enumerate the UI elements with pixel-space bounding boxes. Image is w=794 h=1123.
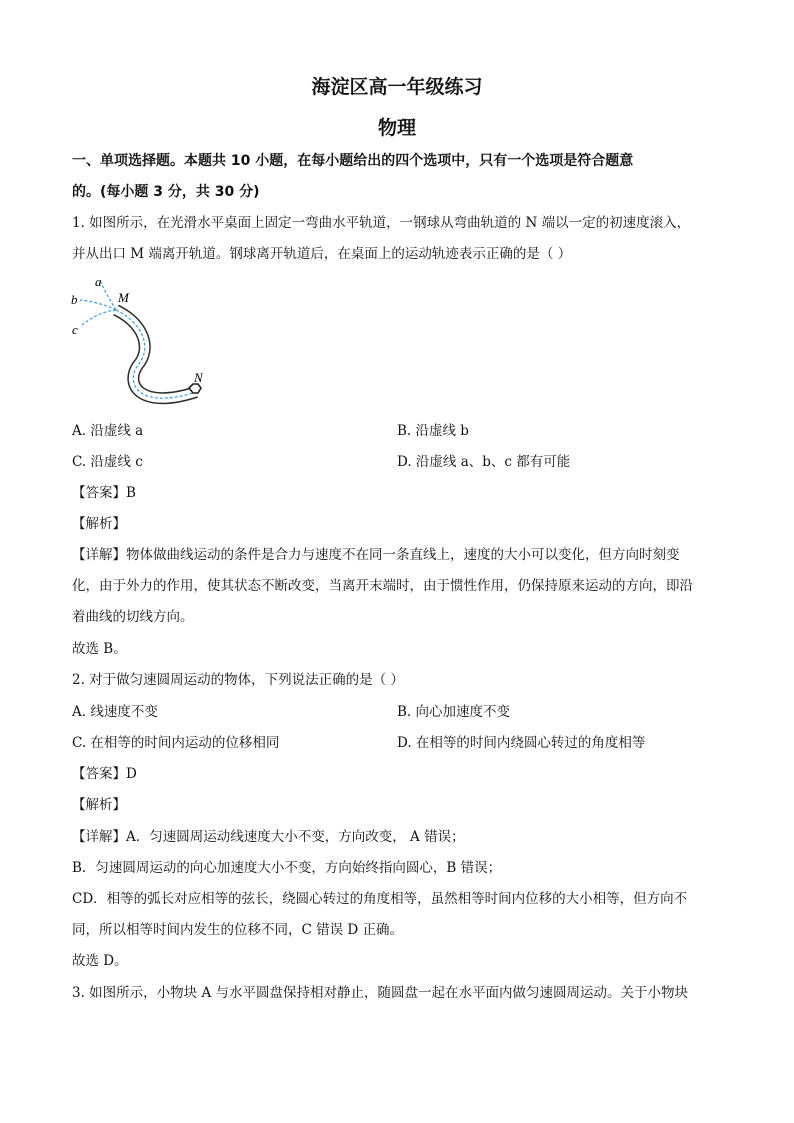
dashed-line-a bbox=[100, 280, 116, 310]
q3-stem-line1: 3. 如图所示，小物块 A 与水平圆盘保持相对静止，随圆盘一起在水平面内做匀速圆周运动。关于小物块 bbox=[72, 985, 689, 1001]
q1-conclusion: 故选 B。 bbox=[72, 641, 127, 657]
q2-detail-line3: CD．相等的弧长对应相等的弦长，绕圆心转过的角度相等，虽然相等时间内位移的大小相等，但方向不 bbox=[72, 891, 688, 907]
q1-track-figure bbox=[66, 270, 216, 416]
subject-title: 物理 bbox=[377, 117, 416, 139]
q2-option-d: D. 在相等的时间内绕圆心转过的角度相等 bbox=[397, 735, 646, 751]
q1-stem-line1: 1. 如图所示，在光滑水平桌面上固定一弯曲水平轨道，一钢球从弯曲轨道的 N 端以一定的初速度滚入， bbox=[72, 215, 691, 231]
curved-track bbox=[116, 310, 196, 398]
label-c: c bbox=[72, 322, 78, 337]
q1-answer: 【答案】B bbox=[72, 485, 136, 501]
q1-detail-line2: 化，由于外力的作用，使其状态不断改变，当离开末端时，由于惯性作用，仍保持原来运动的方向，即沿 bbox=[72, 578, 693, 594]
q2-option-c: C. 在相等的时间内运动的位移相同 bbox=[72, 735, 280, 751]
label-a: a bbox=[95, 274, 102, 289]
dashed-line-c bbox=[82, 310, 116, 325]
section-heading-line2: 的。(每小题 3 分，共 30 分) bbox=[72, 184, 260, 200]
q2-option-b: B. 向心加速度不变 bbox=[397, 704, 511, 720]
q2-detail-line2: B．匀速圆周运动的向心加速度大小不变，方向始终指向圆心，B 错误； bbox=[72, 860, 502, 876]
q2-stem: 2. 对于做匀速圆周运动的物体，下列说法正确的是（ ） bbox=[72, 672, 404, 688]
q1-analysis-label: 【解析】 bbox=[72, 516, 126, 532]
q2-answer: 【答案】D bbox=[72, 766, 137, 782]
q1-stem-line2: 并从出口 M 端离开轨道。钢球离开轨道后，在桌面上的运动轨迹表示正确的是（ ） bbox=[72, 246, 572, 262]
q2-conclusion: 故选 D。 bbox=[72, 953, 128, 969]
q1-option-a: A. 沿虚线 a bbox=[72, 423, 144, 439]
page-title: 海淀区高一年级练习 bbox=[311, 76, 483, 98]
q1-option-d: D. 沿虚线 a、b、c 都有可能 bbox=[397, 454, 571, 470]
section-heading-line1: 一、单项选择题。本题共 10 小题，在每小题给出的四个选项中，只有一个选项是符合题意 bbox=[72, 153, 634, 169]
q2-detail-line1: 【详解】A．匀速圆周运动线速度大小不变，方向改变， A 错误； bbox=[72, 829, 465, 845]
label-N: N bbox=[194, 370, 203, 385]
q1-detail-line1: 【详解】物体做曲线运动的条件是合力与速度不在同一条直线上，速度的大小可以变化，但方向时刻变 bbox=[72, 547, 680, 563]
q1-detail-line3: 着曲线的切线方向。 bbox=[72, 609, 194, 625]
q1-option-b: B. 沿虚线 b bbox=[397, 423, 469, 439]
q1-option-c: C. 沿虚线 c bbox=[72, 454, 143, 470]
q2-analysis-label: 【解析】 bbox=[72, 797, 126, 813]
label-M: M bbox=[118, 290, 129, 305]
label-b: b bbox=[71, 292, 78, 307]
q2-option-a: A. 线速度不变 bbox=[72, 704, 158, 720]
q2-detail-line4: 同，所以相等时间内发生的位移不同，C 错误 D 正确。 bbox=[72, 922, 404, 938]
